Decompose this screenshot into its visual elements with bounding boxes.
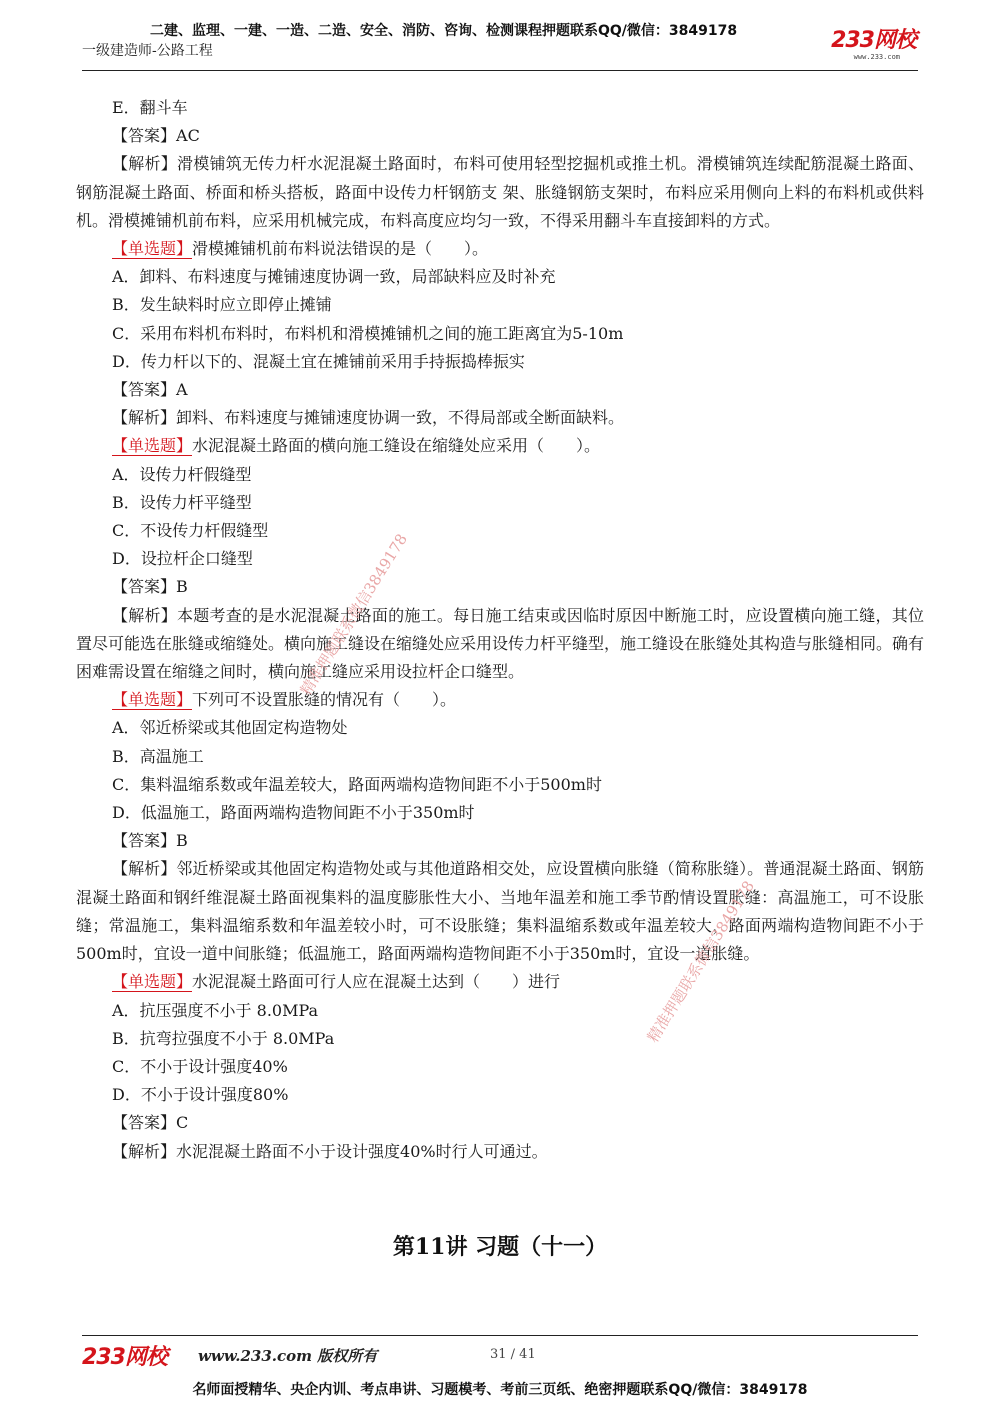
question-text: 下列可不设置胀缝的情况有（ ）。 — [192, 690, 457, 710]
analysis-label: 【解析】 — [112, 408, 177, 428]
question-type-label: 【单选题】 — [112, 436, 193, 456]
watermark: 精准押题联系微信3849178 — [296, 530, 411, 699]
analysis-text: 邻近桥梁或其他固定构造物处或与其他道路相交处，应设置横向胀缝（简称胀缝）。普通混凝土路面、钢筋混凝土路面和钢纤维混凝土路面视集料的温度膨胀性大小、当地年温差和施工季节酌情设置胀缝：高温施工，可不设胀缝；常温施工，集料温缩系数和年温差较小时，可不设胀缝；集料温缩系数或年温差较大，路面两端构造物间距不小于500m时，宜设一道中间胀缝；低温施工，路面两端构造物间距不小于350m时，宜设一道胀缝。 — [76, 859, 924, 964]
question-text: 水泥混凝土路面的横向施工缝设在缩缝处应采用（ ）。 — [192, 436, 601, 456]
option-line: A．设传力杆假缝型 — [112, 464, 252, 484]
option-line: B．设传力杆平缝型 — [112, 492, 252, 512]
option-line: B．抗弯拉强度不小于 8.0MPa — [112, 1028, 335, 1048]
answer-label: 【答案】 — [112, 577, 177, 597]
question-line — [76, 686, 924, 714]
brand-logo: 233网校 — [831, 28, 916, 53]
footer-copyright: www.233.com 版权所有 — [198, 1347, 378, 1365]
answer-value: AC — [176, 126, 200, 146]
analysis-paragraph — [76, 855, 924, 968]
brand-logo-url: www.233.com — [853, 53, 900, 61]
option-line: C．采用布料机布料时，布料机和滑模摊铺机之间的施工距离宜为5-10m — [112, 323, 624, 343]
answer-value: B — [176, 831, 188, 851]
option-line: D．低温施工，路面两端构造物间距不小于350m时 — [112, 803, 475, 823]
option-line: B．发生缺料时应立即停止摊铺 — [112, 295, 332, 315]
analysis-paragraph — [76, 602, 924, 687]
answer-label: 【答案】 — [112, 1113, 177, 1133]
option-line: B．高温施工 — [112, 746, 204, 766]
option-line: D．不小于设计强度80% — [112, 1085, 289, 1105]
analysis-paragraph — [76, 150, 924, 235]
option-line: C．不小于设计强度40% — [112, 1056, 288, 1076]
question-line — [76, 432, 924, 460]
analysis-line — [76, 1138, 924, 1166]
analysis-label: 【解析】 — [112, 859, 177, 879]
question-type-label: 【单选题】 — [112, 690, 193, 710]
answer-line — [76, 122, 924, 150]
footer-divider — [82, 1335, 918, 1336]
question-line — [76, 235, 924, 263]
page-number: 31 / 41 — [490, 1347, 536, 1362]
footer-logo: 233网校 — [82, 1345, 167, 1370]
option-line: E．翻斗车 — [112, 98, 188, 117]
answer-line — [76, 376, 924, 404]
option-line: C．不设传力杆假缝型 — [112, 521, 269, 541]
question-line — [76, 968, 924, 996]
header-divider — [82, 70, 918, 71]
question-type-label: 【单选题】 — [112, 239, 193, 259]
watermark: 精准押题联系微信3849178 — [643, 877, 758, 1046]
analysis-text: 卸料、布料速度与摊铺速度协调一致，不得局部或全断面缺料。 — [176, 408, 625, 428]
question-text: 滑模摊铺机前布料说法错误的是（ ）。 — [192, 239, 489, 259]
option-line: A．抗压强度不小于 8.0MPa — [112, 1000, 319, 1020]
analysis-text: 水泥混凝土路面不小于设计强度40%时行人可通过。 — [176, 1141, 548, 1161]
bottom-banner: 名师面授精华、央企内训、考点串讲、习题模考、考前三页纸、绝密押题联系QQ/微信：3849178 — [192, 1382, 808, 1398]
analysis-label: 【解析】 — [112, 605, 177, 625]
chapter-title: 第11讲 习题（十一） — [392, 1234, 608, 1260]
analysis-line — [76, 404, 924, 432]
answer-line — [76, 573, 924, 601]
answer-label: 【答案】 — [112, 831, 177, 851]
option-line: C．集料温缩系数或年温差较大，路面两端构造物间距不小于500m时 — [112, 774, 602, 794]
answer-line — [76, 827, 924, 855]
analysis-label: 【解析】 — [112, 1141, 177, 1161]
question-text: 水泥混凝土路面可行人应在混凝土达到（ ）进行 — [192, 972, 561, 992]
answer-value: B — [176, 577, 188, 597]
analysis-text: 滑模铺筑无传力杆水泥混凝土路面时，布料可使用轻型挖掘机或推土机。滑模铺筑连续配筋混凝土路面、钢筋混凝土路面、桥面和桥头搭板，路面中设传力杆钢筋支 架、胀缝钢筋支架时，布料应采用侧向上料的布料机或供料机。滑模摊铺机前布料，应采用机械完成，布料高度应均匀一致，不得采用翻斗车直接卸料的方式。 — [76, 154, 924, 230]
answer-label: 【答案】 — [112, 126, 177, 146]
option-line: A．邻近桥梁或其他固定构造物处 — [112, 718, 348, 738]
answer-label: 【答案】 — [112, 380, 177, 400]
option-line: A．卸料、布料速度与摊铺速度协调一致，局部缺料应及时补充 — [112, 267, 556, 287]
answer-line — [76, 1109, 924, 1137]
document-subtitle: 一级建造师-公路工程 — [82, 43, 213, 59]
document-body — [76, 94, 924, 1166]
answer-value: C — [176, 1113, 189, 1133]
option-line: D．设拉杆企口缝型 — [112, 549, 253, 569]
analysis-label: 【解析】 — [112, 154, 177, 174]
question-type-label: 【单选题】 — [112, 972, 193, 992]
option-line: D．传力杆以下的、混凝土宜在摊铺前采用手持振捣棒振实 — [112, 351, 525, 371]
answer-value: A — [176, 380, 188, 400]
top-banner: 二建、监理、一建、一造、二造、安全、消防、咨询、检测课程押题联系QQ/微信：3849178 — [150, 23, 738, 39]
analysis-text: 本题考查的是水泥混凝土路面的施工。每日施工结束或因临时原因中断施工时，应设置横向施工缝，其位置尽可能选在胀缝或缩缝处。横向施工缝设在缩缝处应采用设传力杆平缝型，施工缝设在胀缝处其构造与胀缝相同。确有困难需设置在缩缝之间时，横向施工缝应采用设拉杆企口缝型。 — [76, 605, 925, 682]
